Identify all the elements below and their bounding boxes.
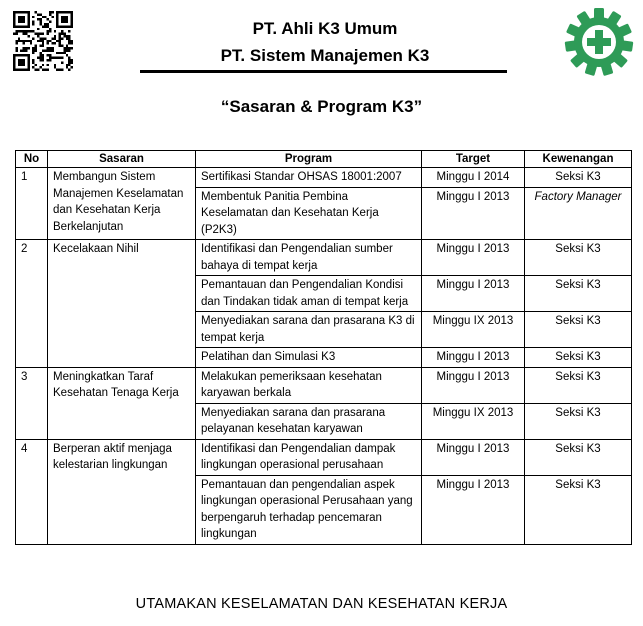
target-cell: Minggu I 2013 <box>422 240 525 276</box>
program-cell: Sertifikasi Standar OHSAS 18001:2007 <box>196 168 422 188</box>
col-header-program: Program <box>196 151 422 168</box>
kewenangan-cell: Seksi K3 <box>525 168 632 188</box>
program-cell: Menyediakan sarana dan prasarana pelayanan kesehatan karyawan <box>196 403 422 439</box>
header-divider <box>140 70 507 73</box>
col-header-no: No <box>16 151 48 168</box>
document-title: “Sasaran & Program K3” <box>220 97 423 116</box>
target-cell: Minggu I 2014 <box>422 168 525 188</box>
qr-code-icon <box>13 11 73 71</box>
kewenangan-cell: Seksi K3 <box>525 403 632 439</box>
target-cell: Minggu I 2013 <box>422 367 525 403</box>
row-number: 4 <box>16 439 48 544</box>
sasaran-cell: Berperan aktif menjaga kelestarian lingkungan <box>48 439 196 544</box>
kewenangan-cell: Seksi K3 <box>525 439 632 475</box>
program-cell: Pemantauan dan Pengendalian Kondisi dan Tindakan tidak aman di tempat kerja <box>196 276 422 312</box>
target-cell: Minggu I 2013 <box>422 475 525 544</box>
target-cell: Minggu I 2013 <box>422 276 525 312</box>
k3-gear-cross-icon <box>563 6 635 78</box>
kewenangan-cell: Seksi K3 <box>525 367 632 403</box>
program-cell: Membentuk Panitia Pembina Keselamatan dan Kesehatan Kerja (P2K3) <box>196 187 422 240</box>
col-header-target: Target <box>422 151 525 168</box>
program-cell: Identifikasi dan Pengendalian sumber bahaya di tempat kerja <box>196 240 422 276</box>
table-header-row <box>16 151 632 168</box>
table-row <box>16 439 632 475</box>
sasaran-cell: Meningkatkan Taraf Kesehatan Tenaga Kerja <box>48 367 196 439</box>
kewenangan-cell: Seksi K3 <box>525 276 632 312</box>
program-cell: Pelatihan dan Simulasi K3 <box>196 348 422 368</box>
kewenangan-cell: Seksi K3 <box>525 240 632 276</box>
target-cell: Minggu I 2013 <box>422 348 525 368</box>
row-number: 1 <box>16 168 48 240</box>
row-number: 2 <box>16 240 48 368</box>
target-cell: Minggu IX 2013 <box>422 403 525 439</box>
kewenangan-cell: Seksi K3 <box>525 475 632 544</box>
target-cell: Minggu IX 2013 <box>422 312 525 348</box>
sasaran-program-table <box>15 150 632 545</box>
program-cell: Identifikasi dan Pengendalian dampak lingkungan operasional perusahaan <box>196 439 422 475</box>
table-row <box>16 168 632 188</box>
company-name-primary: PT. Ahli K3 Umum <box>252 19 398 38</box>
col-header-sasaran: Sasaran <box>48 151 196 168</box>
program-cell: Menyediakan sarana dan prasarana K3 di tempat kerja <box>196 312 422 348</box>
sasaran-cell: Membangun Sistem Manajemen Keselamatan dan Kesehatan Kerja Berkelanjutan <box>48 168 196 240</box>
row-number: 3 <box>16 367 48 439</box>
company-name-secondary: PT. Sistem Manajemen K3 <box>220 46 430 65</box>
footer-slogan: UTAMAKAN KESELAMATAN DAN KESEHATAN KERJA <box>135 596 508 612</box>
col-header-kewenangan: Kewenangan <box>525 151 632 168</box>
kewenangan-cell: Seksi K3 <box>525 348 632 368</box>
table-row <box>16 367 632 403</box>
target-cell: Minggu I 2013 <box>422 439 525 475</box>
sasaran-cell: Kecelakaan Nihil <box>48 240 196 368</box>
table-row <box>16 240 632 276</box>
program-cell: Pemantauan dan pengendalian aspek lingkungan operasional Perusahaan yang berpengaruh terhadap pencemaran lingkungan <box>196 475 422 544</box>
program-cell: Melakukan pemeriksaan kesehatan karyawan berkala <box>196 367 422 403</box>
target-cell: Minggu I 2013 <box>422 187 525 240</box>
kewenangan-cell: Factory Manager <box>525 187 632 240</box>
kewenangan-cell: Seksi K3 <box>525 312 632 348</box>
